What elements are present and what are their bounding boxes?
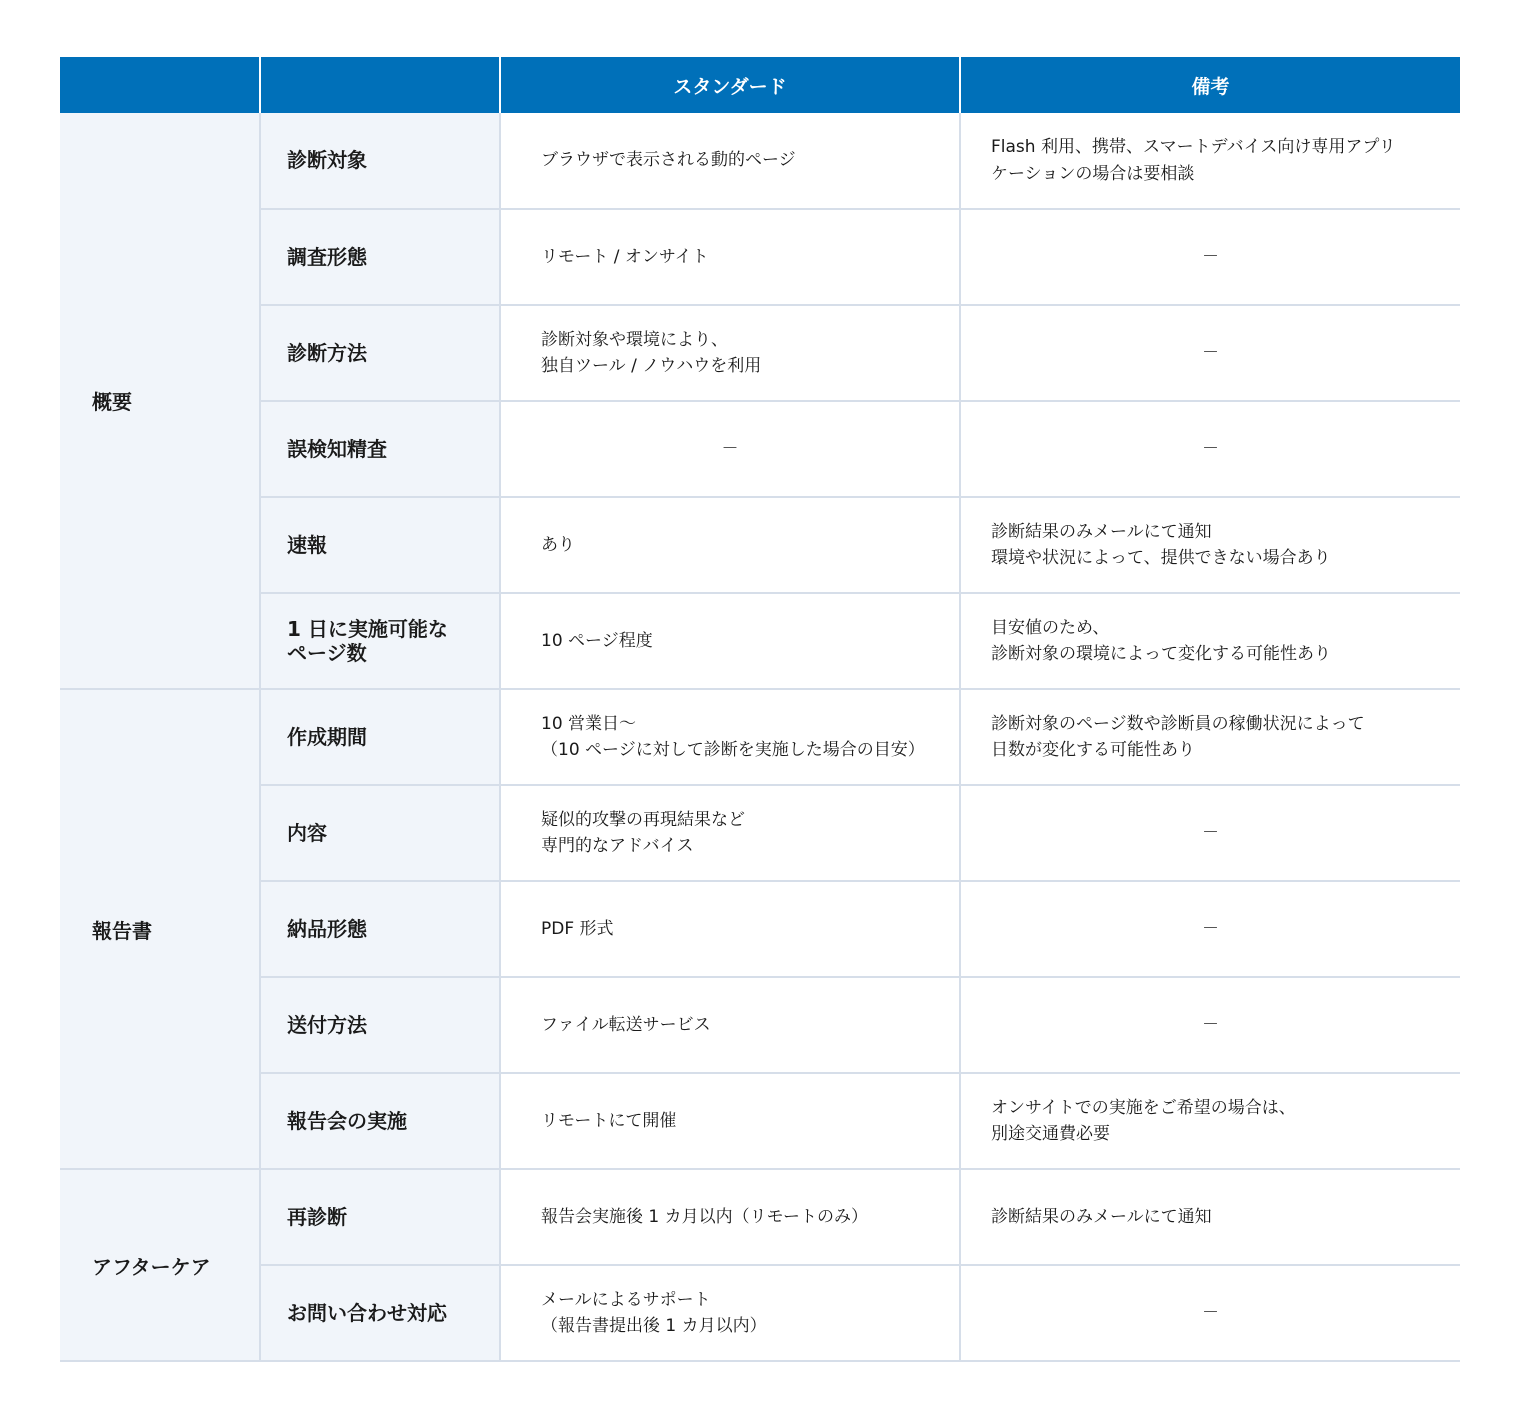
table-body xyxy=(60,113,1460,1361)
header-notes-cell: 備考 xyxy=(960,57,1460,113)
table-row xyxy=(60,785,1460,881)
row-notes-value: － xyxy=(960,401,1460,497)
row-item-label: 報告会の実施 xyxy=(260,1073,500,1169)
row-notes-value: － xyxy=(960,209,1460,305)
service-spec-table xyxy=(60,57,1460,1362)
row-notes-value: － xyxy=(960,1265,1460,1361)
row-item-label: 送付方法 xyxy=(260,977,500,1073)
row-notes-value: － xyxy=(960,881,1460,977)
row-notes-value: 診断対象のページ数や診断員の稼働状況によって 日数が変化する可能性あり xyxy=(960,689,1460,785)
row-item-label: 速報 xyxy=(260,497,500,593)
row-standard-value: メールによるサポート （報告書提出後 1 カ月以内） xyxy=(500,1265,960,1361)
table-row xyxy=(60,881,1460,977)
row-standard-value: リモート / オンサイト xyxy=(500,209,960,305)
row-standard-value: － xyxy=(500,401,960,497)
group-label-overview: 概要 xyxy=(60,113,260,689)
row-notes-value: 目安値のため、 診断対象の環境によって変化する可能性あり xyxy=(960,593,1460,689)
row-item-label: 作成期間 xyxy=(260,689,500,785)
row-item-label: 納品形態 xyxy=(260,881,500,977)
header-item-cell xyxy=(260,57,500,113)
row-standard-value: ブラウザで表示される動的ページ xyxy=(500,113,960,209)
row-standard-value: ファイル転送サービス xyxy=(500,977,960,1073)
table-row xyxy=(60,209,1460,305)
row-item-label: 再診断 xyxy=(260,1169,500,1265)
group-label-report: 報告書 xyxy=(60,689,260,1169)
row-standard-value: 10 営業日〜 （10 ページに対して診断を実施した場合の目安） xyxy=(500,689,960,785)
table-row xyxy=(60,977,1460,1073)
row-standard-value: 疑似的攻撃の再現結果など 専門的なアドバイス xyxy=(500,785,960,881)
table-row xyxy=(60,1073,1460,1169)
table-header xyxy=(60,57,1460,113)
row-notes-value: 診断結果のみメールにて通知 xyxy=(960,1169,1460,1265)
row-notes-value: － xyxy=(960,977,1460,1073)
row-standard-value: 診断対象や環境により、 独自ツール / ノウハウを利用 xyxy=(500,305,960,401)
row-item-label: 診断対象 xyxy=(260,113,500,209)
table-row xyxy=(60,1265,1460,1361)
row-notes-value: Flash 利用、携帯、スマートデバイス向け専用アプリ ケーションの場合は要相談 xyxy=(960,113,1460,209)
row-notes-value: － xyxy=(960,785,1460,881)
row-item-label: 誤検知精査 xyxy=(260,401,500,497)
header-row xyxy=(60,57,1460,113)
row-standard-value: あり xyxy=(500,497,960,593)
table-row xyxy=(60,1169,1460,1265)
table-row xyxy=(60,305,1460,401)
row-notes-value: 診断結果のみメールにて通知 環境や状況によって、提供できない場合あり xyxy=(960,497,1460,593)
row-notes-value: オンサイトでの実施をご希望の場合は、 別途交通費必要 xyxy=(960,1073,1460,1169)
row-notes-value: － xyxy=(960,305,1460,401)
table-row xyxy=(60,497,1460,593)
group-label-aftercare: アフターケア xyxy=(60,1169,260,1361)
row-item-label: 1 日に実施可能な ページ数 xyxy=(260,593,500,689)
table-row xyxy=(60,113,1460,209)
header-group-cell xyxy=(60,57,260,113)
row-standard-value: PDF 形式 xyxy=(500,881,960,977)
row-standard-value: 10 ページ程度 xyxy=(500,593,960,689)
header-standard-cell: スタンダード xyxy=(500,57,960,113)
table-row xyxy=(60,593,1460,689)
row-item-label: 内容 xyxy=(260,785,500,881)
row-standard-value: 報告会実施後 1 カ月以内（リモートのみ） xyxy=(500,1169,960,1265)
row-item-label: お問い合わせ対応 xyxy=(260,1265,500,1361)
row-standard-value: リモートにて開催 xyxy=(500,1073,960,1169)
row-item-label: 調査形態 xyxy=(260,209,500,305)
row-item-label: 診断方法 xyxy=(260,305,500,401)
table-row xyxy=(60,401,1460,497)
table-row xyxy=(60,689,1460,785)
